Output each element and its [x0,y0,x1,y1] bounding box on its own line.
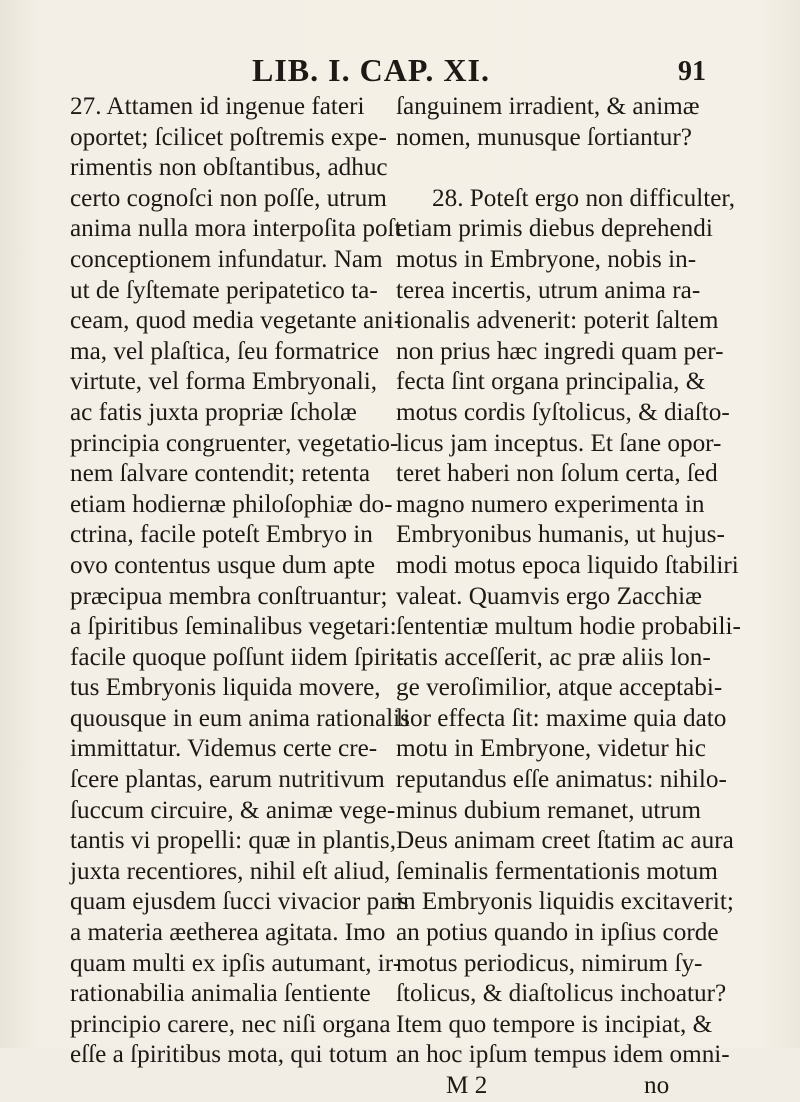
text-line: virtute, vel forma Embryonali, [70,368,378,396]
text-line: præcipua membra conſtruantur; [70,582,388,610]
text-line: nem ſalvare contendit; retenta [70,460,371,488]
text-line: rimentis non obſtantibus, adhuc [70,154,388,182]
text-line: ma, vel plaſtica, ſeu formatrice [70,337,380,365]
text-line: valeat. Quamvis ergo Zacchiæ [396,582,702,610]
text-line: 28. Poteſt ergo non difficulter, [432,184,736,212]
text-line: Item quo tempore is incipiat, & [396,1010,713,1038]
text-line: quousque in eum anima rationalis [70,704,410,732]
text-line: motus cordis ſyſtolicus, & diaſto- [396,398,730,426]
text-line: immittatur. Videmus certe cre- [70,735,378,763]
text-line: juxta recentiores, nihil eſt aliud, [70,857,391,885]
text-line: a materia æetherea agitata. Imo [70,919,386,947]
text-line: ſcere plantas, earum nutritivum [70,766,385,794]
text-line: motus periodicus, nimirum ſy- [396,949,703,977]
text-line: ſanguinem irradient, & animæ [396,93,700,120]
text-line: principia congruenter, vegetatio- [70,429,399,457]
catchword: no [644,1072,670,1099]
right-column [396,92,748,1102]
text-line: reputandus eſſe animatus: nihilo- [396,766,727,794]
text-line: tantis vi propelli: quæ in plantis, [70,827,397,855]
text-line: non prius hæc ingredi quam per- [396,337,724,365]
text-line: in Embryonis liquidis excitaverit; [396,888,734,916]
text-line: ceam, quod media vegetante ani- [70,307,403,335]
text-line: ſeminalis fermentationis motum [396,857,718,885]
text-line: magno numero experimenta in [396,490,705,518]
text-line: etiam primis diebus deprehendi [396,215,713,243]
text-line: facile quoque poſſunt iidem ſpiri- [70,643,405,671]
text-line: a ſpiritibus ſeminalibus vegetari: [70,613,397,641]
text-line: lior effecta ſit: maxime quia dato [396,704,727,732]
text-line: quam multi ex ipſis autumant, ir- [70,949,402,977]
text-line: tatis acceſſerit, ac præ aliis lon- [396,643,711,671]
text-line: terea incertis, utrum anima ra- [396,276,701,304]
text-line: 27. Attamen id ingenue fateri [70,93,365,120]
paragraph-gap [396,153,748,184]
text-line: ſtolicus, & diaſtolicus inchoatur? [396,980,727,1008]
text-line: Deus animam creet ſtatim ac aura [396,827,734,855]
text-line: conceptionem infundatur. Nam [70,245,383,273]
text-line: tionalis advenerit: poterit ſaltem [396,307,719,335]
text-line: motus in Embryone, nobis in- [396,245,697,273]
signature-mark: M 2 [446,1072,488,1099]
text-line: ac fatis juxta propriæ ſcholæ [70,398,357,426]
text-line: minus dubium remanet, utrum [396,796,702,824]
text-line: quam ejusdem ſucci vivacior pars [70,888,409,916]
text-line: Embryonibus humanis, ut hujus- [396,521,725,549]
text-line: ge veroſimilior, atque acceptabi- [396,674,723,702]
text-line: teret haberi non ſolum certa, ſed [396,460,718,488]
text-line: motu in Embryone, videtur hic [396,735,706,763]
text-line: principio carere, nec niſi organa [70,1010,391,1038]
text-line: rationabilia animalia ſentiente [70,980,371,1008]
text-line: ovo contentus usque dum apte [70,551,375,579]
text-line: ſuccum circuire, & animæ vege- [70,796,396,824]
text-line: tus Embryonis liquida movere, [70,674,381,702]
text-line: anima nulla mora interpoſita poſt [70,215,402,243]
text-line: modi motus epoca liquido ſtabiliri [396,551,739,579]
page-header [0,52,800,92]
text-line: ctrina, facile poteſt Embryo in [70,521,373,549]
text-line: fecta ſint organa principalia, & [396,368,706,396]
text-line: ut de ſyſtemate peripatetico ta- [70,276,378,304]
text-line: an hoc ipſum tempus idem omni- [396,1041,730,1069]
page-number: 91 [678,56,706,87]
text-line: nomen, munusque ſortiantur? [396,123,692,151]
running-head: LIB. I. CAP. XI. [252,52,490,88]
text-line: ſententiæ multum hodie probabili- [396,613,741,641]
text-line: an potius quando in ipſius corde [396,919,719,947]
text-line: licus jam inceptus. Et ſane opor- [396,429,722,457]
signature-line [396,1071,748,1102]
text-line: certo cognoſci non poſſe, utrum [70,184,387,212]
text-line: etiam hodiernæ philoſophiæ do- [70,490,393,518]
text-line: eſſe a ſpiritibus mota, qui totum [70,1041,388,1069]
text-line: oportet; ſcilicet poſtremis expe- [70,123,387,151]
left-column [70,92,410,1071]
